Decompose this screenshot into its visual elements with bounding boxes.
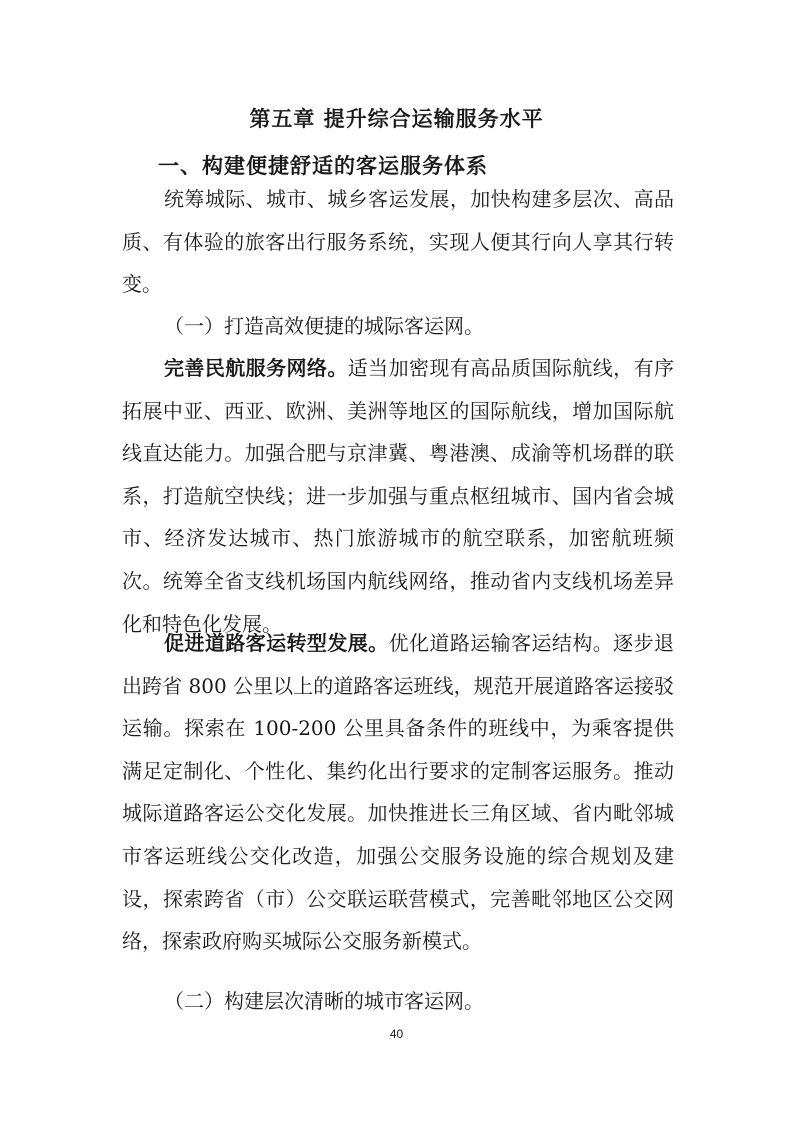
intro-paragraph [122,178,674,306]
subsection-heading-2: （二）构建层次清晰的城市客运网。 [164,989,484,1013]
section-heading: 一、构建便捷舒适的客运服务体系 [158,154,488,178]
paragraph-road-text: 优化道路运输客运结构。逐步退出跨省 800 公里以上的道路客运班线，规范开展道路客运接驳运输。探索在 100-200 公里具备条件的班线中，为乘客提供满足定制化、个性化、集约化出行要求的定制客运服务。推动城际道路客运公交化发展。加快推进长三角区域、省内毗邻城市客运班线公交化改造，加强公交服务设施的综合规划及建设，探索跨省（市）公交联运联营模式，完善毗邻地区公交网络，探索政府购买城际公交服务新模式。 [122,631,675,954]
paragraph-road [122,622,674,963]
paragraph-aviation-lead: 完善民航服务网络。 [164,356,348,380]
intro-paragraph-text: 统筹城际、城市、城乡客运发展，加快构建多层次、高品质、有体验的旅客出行服务系统，实现人便其行向人享其行转变。 [122,187,674,297]
subsection-heading-1: （一）打造高效便捷的城际客运网。 [164,314,484,338]
chapter-title: 第五章 提升综合运输服务水平 [249,107,544,131]
paragraph-aviation-text: 适当加密现有高品质国际航线，有序拓展中亚、西亚、欧洲、美洲等地区的国际航线，增加国际航线直达能力。加强合肥与京津冀、粤港澳、成渝等机场群的联系，打造航空快线；进一步加强与重点枢纽城市、国内省会城市、经济发达城市、热门旅游城市的航空联系，加密航班频次。统筹全省支线机场国内航线网络，推动省内支线机场差异化和特色化发展。 [122,356,674,636]
paragraph-road-lead: 促进道路客运转型发展。 [164,631,389,655]
paragraph-aviation [122,347,674,645]
page-number: 40 [389,1027,404,1041]
